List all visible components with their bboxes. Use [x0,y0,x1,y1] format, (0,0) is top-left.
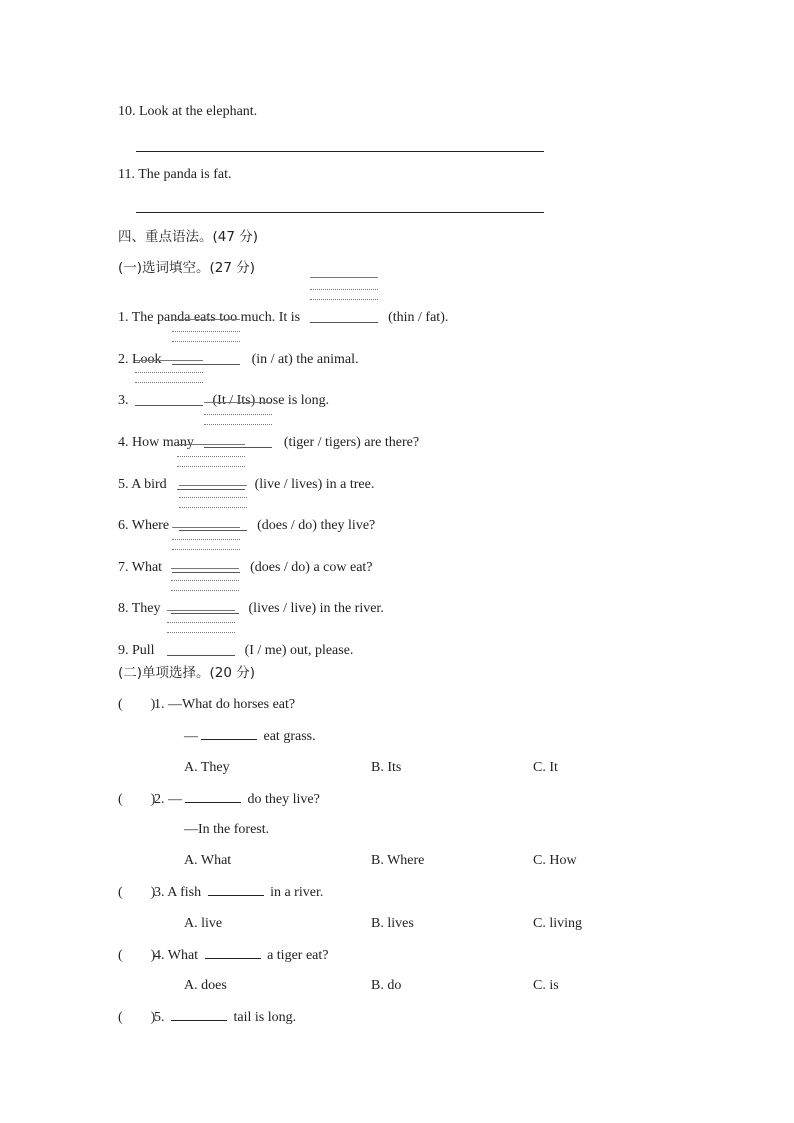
answer-bracket[interactable]: ( ) [118,697,156,712]
answer-blank[interactable] [205,946,261,959]
dash: — [184,729,198,744]
fill-item-3 [118,390,329,410]
fill-item-options: (It / Its) nose is long. [212,393,330,408]
fill-item-options: (thin / fat). [388,310,449,325]
choice-title: (二)单项选择。(20 分) [118,665,256,681]
fill-item-5 [118,474,374,494]
question-number: 5. [154,1010,165,1025]
question-number: 1. [154,697,165,712]
answer-blank[interactable] [208,883,264,896]
question-number: 2. [154,792,165,807]
choice-q5 [118,1008,296,1027]
option-b: B. Where [371,853,425,868]
fill-item-9 [118,640,353,660]
choice-q2-answer: —In the forest. [184,822,270,837]
section-title: 四、重点语法。(47 分) [118,229,259,245]
question-10: 10. Look at the elephant. [118,104,258,119]
fill-item-options: (in / at) the animal. [251,352,359,367]
question-text: do they live? [247,792,320,807]
fill-item-options: (I / me) out, please. [244,643,354,658]
answer-text: eat grass. [263,729,316,744]
fill-item-text: 6. Where [118,518,170,533]
fill-item-options: (tiger / tigers) are there? [283,435,420,450]
answer-blank[interactable] [201,727,257,740]
question-number: 3. [154,885,165,900]
question-text: What [167,948,199,963]
fill-item-options: (does / do) they live? [257,518,376,533]
option-a: A. does [184,978,227,993]
option-a: A. They [184,760,230,775]
question-text: in a river. [270,885,324,900]
fill-in-title: (一)选词填空。(27 分) [118,260,256,276]
answer-line-11[interactable] [136,212,544,213]
fill-blank[interactable] [135,390,203,404]
option-c: C. How [533,853,577,868]
option-b: B. do [371,978,402,993]
fill-item-options: (live / lives) in a tree. [254,477,375,492]
choice-q1-answer [184,727,316,746]
answer-blank[interactable] [185,790,241,803]
fill-item-4 [118,432,419,452]
option-a: A. live [184,916,223,931]
option-c: C. is [533,978,559,993]
fill-item-text: 4. How many [118,435,194,450]
fill-item-options: (lives / live) in the river. [248,601,384,616]
question-text: tail is long. [233,1010,297,1025]
answer-line-10[interactable] [136,151,544,152]
fill-blank[interactable] [310,307,378,321]
fill-item-8 [118,598,384,618]
option-a: A. What [184,853,232,868]
fill-item-text: 5. A bird [118,477,167,492]
option-c: C. living [533,916,583,931]
option-c: C. It [533,760,558,775]
choice-q4 [118,946,328,965]
question-text: a tiger eat? [267,948,329,963]
choice-q2 [118,790,320,809]
answer-bracket[interactable]: ( ) [118,792,156,807]
fill-item-text: 3. [118,393,129,408]
fill-item-2 [118,349,358,369]
option-b: B. lives [371,916,414,931]
question-number: 4. [154,948,165,963]
question-11: 11. The panda is fat. [118,167,232,182]
fill-item-6 [118,515,375,535]
fill-item-text: 7. What [118,560,163,575]
question-text: A fish [167,885,202,900]
fill-item-text: 2. Look [118,352,162,367]
fill-item-options: (does / do) a cow eat? [250,560,373,575]
answer-bracket[interactable]: ( ) [118,885,156,900]
dash: — [168,792,182,807]
answer-blank[interactable] [171,1008,227,1021]
question-text: —What do horses eat? [168,697,296,712]
choice-q1 [118,696,295,714]
fill-item-text: 1. The panda eats too much. It is [118,310,301,325]
fill-item-1 [118,307,448,327]
answer-bracket[interactable]: ( ) [118,1010,156,1025]
fill-item-text: 8. They [118,601,161,616]
fill-item-text: 9. Pull [118,643,155,658]
choice-q3 [118,883,323,902]
fill-blank[interactable] [167,640,235,654]
option-b: B. Its [371,760,402,775]
fill-item-7 [118,557,373,577]
answer-bracket[interactable]: ( ) [118,948,156,963]
